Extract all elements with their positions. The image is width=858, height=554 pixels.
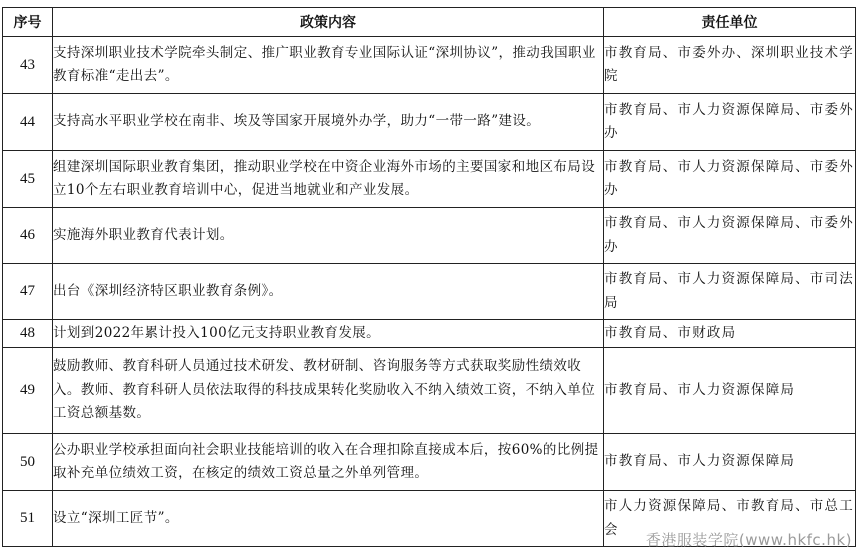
row-number: 44 [3, 94, 53, 151]
row-content: 实施海外职业教育代表计划。 [53, 208, 604, 264]
row-number: 46 [3, 208, 53, 264]
header-row [3, 8, 856, 37]
row-unit: 市教育局、市人力资源保障局、市委外办 [604, 151, 856, 208]
policy-table [2, 7, 856, 547]
table-row [3, 434, 856, 491]
table-row [3, 94, 856, 151]
row-number: 47 [3, 264, 53, 320]
row-content: 支持高水平职业学校在南非、埃及等国家开展境外办学，助力“一带一路”建设。 [53, 94, 604, 151]
row-unit: 市人力资源保障局、市教育局、市总工会 [604, 491, 856, 547]
table-row [3, 264, 856, 320]
row-number: 51 [3, 491, 53, 547]
row-unit: 市教育局、市人力资源保障局、市委外办 [604, 208, 856, 264]
header-content: 政策内容 [53, 8, 604, 37]
row-number: 43 [3, 37, 53, 94]
row-content: 计划到2022年累计投入100亿元支持职业教育发展。 [53, 320, 604, 348]
table-row [3, 151, 856, 208]
table-row [3, 208, 856, 264]
row-number: 49 [3, 348, 53, 434]
table-row [3, 37, 856, 94]
row-content: 支持深圳职业技术学院牵头制定、推广职业教育专业国际认证“深圳协议”，推动我国职业教育标准“走出去”。 [53, 37, 604, 94]
row-number: 50 [3, 434, 53, 491]
row-unit: 市教育局、市人力资源保障局 [604, 434, 856, 491]
header-unit: 责任单位 [604, 8, 856, 37]
row-content: 出台《深圳经济特区职业教育条例》。 [53, 264, 604, 320]
row-unit: 市教育局、市财政局 [604, 320, 856, 348]
watermark: 香港服装学院(www.hkfc.hk) [645, 531, 852, 549]
row-unit: 市教育局、市人力资源保障局 [604, 348, 856, 434]
row-unit: 市教育局、市委外办、深圳职业技术学院 [604, 37, 856, 94]
row-unit: 市教育局、市人力资源保障局、市司法局 [604, 264, 856, 320]
row-content: 公办职业学校承担面向社会职业技能培训的收入在合理扣除直接成本后，按60%的比例提取补充单位绩效工资，在核定的绩效工资总量之外单列管理。 [53, 434, 604, 491]
table-row [3, 320, 856, 348]
row-number: 45 [3, 151, 53, 208]
header-number: 序号 [3, 8, 53, 37]
row-content: 组建深圳国际职业教育集团，推动职业学校在中资企业海外市场的主要国家和地区布局设立10个左右职业教育培训中心，促进当地就业和产业发展。 [53, 151, 604, 208]
row-content: 设立“深圳工匠节”。 [53, 491, 604, 547]
row-unit: 市教育局、市人力资源保障局、市委外办 [604, 94, 856, 151]
row-number: 48 [3, 320, 53, 348]
table-row [3, 348, 856, 434]
row-content: 鼓励教师、教育科研人员通过技术研发、教材研制、咨询服务等方式获取奖励性绩效收入。教师、教育科研人员依法取得的科技成果转化奖励收入不纳入绩效工资，不纳入单位工资总额基数。 [53, 348, 604, 434]
